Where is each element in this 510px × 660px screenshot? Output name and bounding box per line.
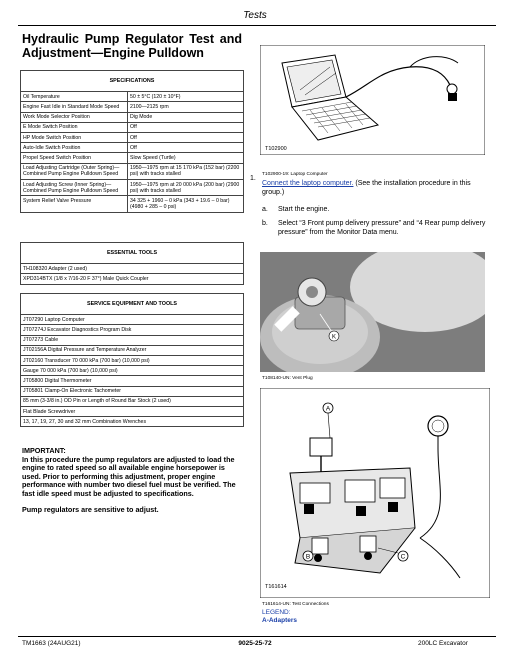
important-text: In this procedure the pump regulators are adjusted to load the engine to rated speed so all available engine horsepower is used. Prior to performing this adjustment, proper engine performance with number two diesel fuel must be verified. The fast idle speed must be adjusted to specifications. (22, 454, 236, 498)
table-row (21, 417, 244, 427)
table-row (21, 133, 244, 143)
table-row (21, 356, 244, 366)
spec-key: Engine Fast Idle in Standard Mode Speed (21, 102, 128, 112)
laptop-illustration (260, 45, 485, 155)
essential-tools-heading: ESSENTIAL TOOLS (21, 243, 244, 264)
equipment-cell: 13, 17, 19, 27, 30 and 32 mm Combination Wrenches (21, 417, 244, 427)
spec-key: Auto-Idle Switch Position (21, 143, 128, 153)
table-row (21, 122, 244, 132)
table-row (21, 112, 244, 122)
table-row (21, 315, 244, 325)
tool-cell: XPD314BTX (1/8 x 7/16-20 F 37°) Male Quick Coupler (21, 274, 244, 284)
spec-value: 1950—1975 rpm at 15 170 kPa (152 bar) (2200 psi) with tracks stalled (128, 163, 244, 179)
spec-value: Off (128, 133, 244, 143)
step-number: 1. (250, 175, 256, 182)
specifications-heading: SPECIFICATIONS (21, 71, 244, 92)
equipment-cell: JT07273 Cable (21, 335, 244, 345)
table-row (21, 325, 244, 335)
title-word: Hydraulic (22, 32, 79, 46)
equipment-cell: JT02156A Digital Pressure and Temperature Analyzer (21, 345, 244, 355)
important-notice (22, 447, 244, 521)
header-title: Tests (243, 10, 267, 21)
equipment-cell: JT02160 Transducer 70 000 kPa (700 bar) (10,000 psi) (21, 356, 244, 366)
callout-c: C (400, 553, 406, 561)
spec-key: Propel Speed Switch Position (21, 153, 128, 163)
footer-left: TM1663 (24AUG21) (22, 640, 81, 647)
spec-key: System Relief Valve Pressure (21, 196, 128, 212)
spec-value: 50 ± 5°C (120 ± 10°F) (128, 92, 244, 102)
important-label: IMPORTANT: (22, 446, 66, 455)
footer-page-number: 9025-25-72 (238, 640, 272, 647)
tool-cell: TH108320 Adapter (2 used) (21, 264, 244, 274)
title-line-2: Adjustment—Engine Pulldown (22, 46, 204, 60)
table-row (21, 180, 244, 196)
spec-key: Load Adjusting Screw (Inner Spring)—Combined Pump Engine Pulldown Speed (21, 180, 128, 196)
spec-key: E Mode Switch Position (21, 122, 128, 132)
spec-key: Load Adjusting Cartridge (Outer Spring)—Combined Pump Engine Pulldown Speed (21, 163, 128, 179)
footer-right: 200LC Excavator (418, 640, 468, 647)
table-row (21, 386, 244, 396)
table-row (21, 92, 244, 102)
legend-title: LEGEND: (262, 609, 291, 616)
service-equipment-table (20, 293, 244, 427)
page-title (22, 32, 242, 60)
legend (262, 609, 297, 625)
step-b-text: Select “3 Front pump delivery pressure” and “4 Rear pump delivery pressure” from the Monitor Data menu. (278, 220, 486, 236)
callout-b: B (305, 553, 311, 561)
title-word: Pump (84, 32, 120, 46)
table-row (21, 143, 244, 153)
step-1-tail: (See the installation procedure in this group.) (262, 180, 471, 196)
figure-1-label: T102900 (265, 146, 287, 152)
spec-value: Off (128, 143, 244, 153)
spec-value: 1950—1975 rpm at 20 000 kPa (200 bar) (2900 psi) with tracks stalled (128, 180, 244, 196)
essential-tools-table (20, 242, 244, 285)
title-line-1 (22, 32, 242, 46)
table-row (21, 163, 244, 179)
callout-a: A (325, 405, 331, 413)
table-row (21, 335, 244, 345)
title-word: Regulator (125, 32, 184, 46)
title-word: Test (189, 32, 215, 46)
equipment-cell: Flat Blade Screwdriver (21, 407, 244, 417)
legend-item: A-Adapters (262, 617, 298, 624)
spec-key: Work Mode Selector Position (21, 112, 128, 122)
service-equipment-heading: SERVICE EQUIPMENT AND TOOLS (21, 294, 244, 315)
figure-3-caption: T161614-UN: Test Connections (262, 602, 329, 607)
table-row (21, 407, 244, 417)
equipment-cell: JT07290 Laptop Computer (21, 315, 244, 325)
equipment-cell: JT05801 Clamp-On Electronic Tachometer (21, 386, 244, 396)
spec-key: HP Mode Switch Position (21, 133, 128, 143)
spec-value: Dig Mode (128, 112, 244, 122)
step-b-letter: b. (262, 220, 268, 227)
spec-value: 34 325 + 1960 – 0 kPa (343 + 19.6 – 0 bar) (4980 + 285 – 0 psi) (128, 196, 244, 212)
vent-plug-photo (260, 252, 485, 372)
spec-value: 2100—2125 rpm (128, 102, 244, 112)
title-word: and (219, 32, 242, 46)
spec-value: Off (128, 122, 244, 132)
important-note: Pump regulators are sensitive to adjust. (22, 504, 159, 514)
table-row (21, 264, 244, 274)
equipment-cell: Gauge 70 000 kPa (700 bar) (10,000 psi) (21, 366, 244, 376)
table-row (21, 396, 244, 406)
step-1 (262, 180, 494, 197)
table-row (21, 345, 244, 355)
header-rule (18, 25, 496, 26)
table-row (21, 376, 244, 386)
connect-laptop-link[interactable]: Connect the laptop computer. (262, 180, 354, 187)
footer-rule (18, 636, 496, 637)
figure-2-caption: T108140-UN: Vent Plug (262, 376, 313, 381)
equipment-cell: JT05800 Digital Thermometer (21, 376, 244, 386)
figure-1-caption: T102900-19: Laptop Computer (262, 172, 328, 177)
spec-value: Slow Speed (Turtle) (128, 153, 244, 163)
table-row (21, 102, 244, 112)
step-a-letter: a. (262, 206, 268, 213)
equipment-cell: 85 mm (3-3/8 in.) OD Pin or Length of Round Bar Stock (2 used) (21, 396, 244, 406)
specifications-table (20, 70, 244, 213)
table-row (21, 366, 244, 376)
table-row (21, 274, 244, 284)
test-connections-illustration (260, 388, 490, 598)
table-row (21, 196, 244, 212)
equipment-cell: JT07274J Excavator Diagnostics Program Disk (21, 325, 244, 335)
figure-3-label: T161614 (265, 584, 287, 590)
table-row (21, 153, 244, 163)
vent-plug-tag-k: K (331, 334, 337, 341)
step-a-text: Start the engine. (278, 206, 330, 213)
spec-key: Oil Temperature (21, 92, 128, 102)
